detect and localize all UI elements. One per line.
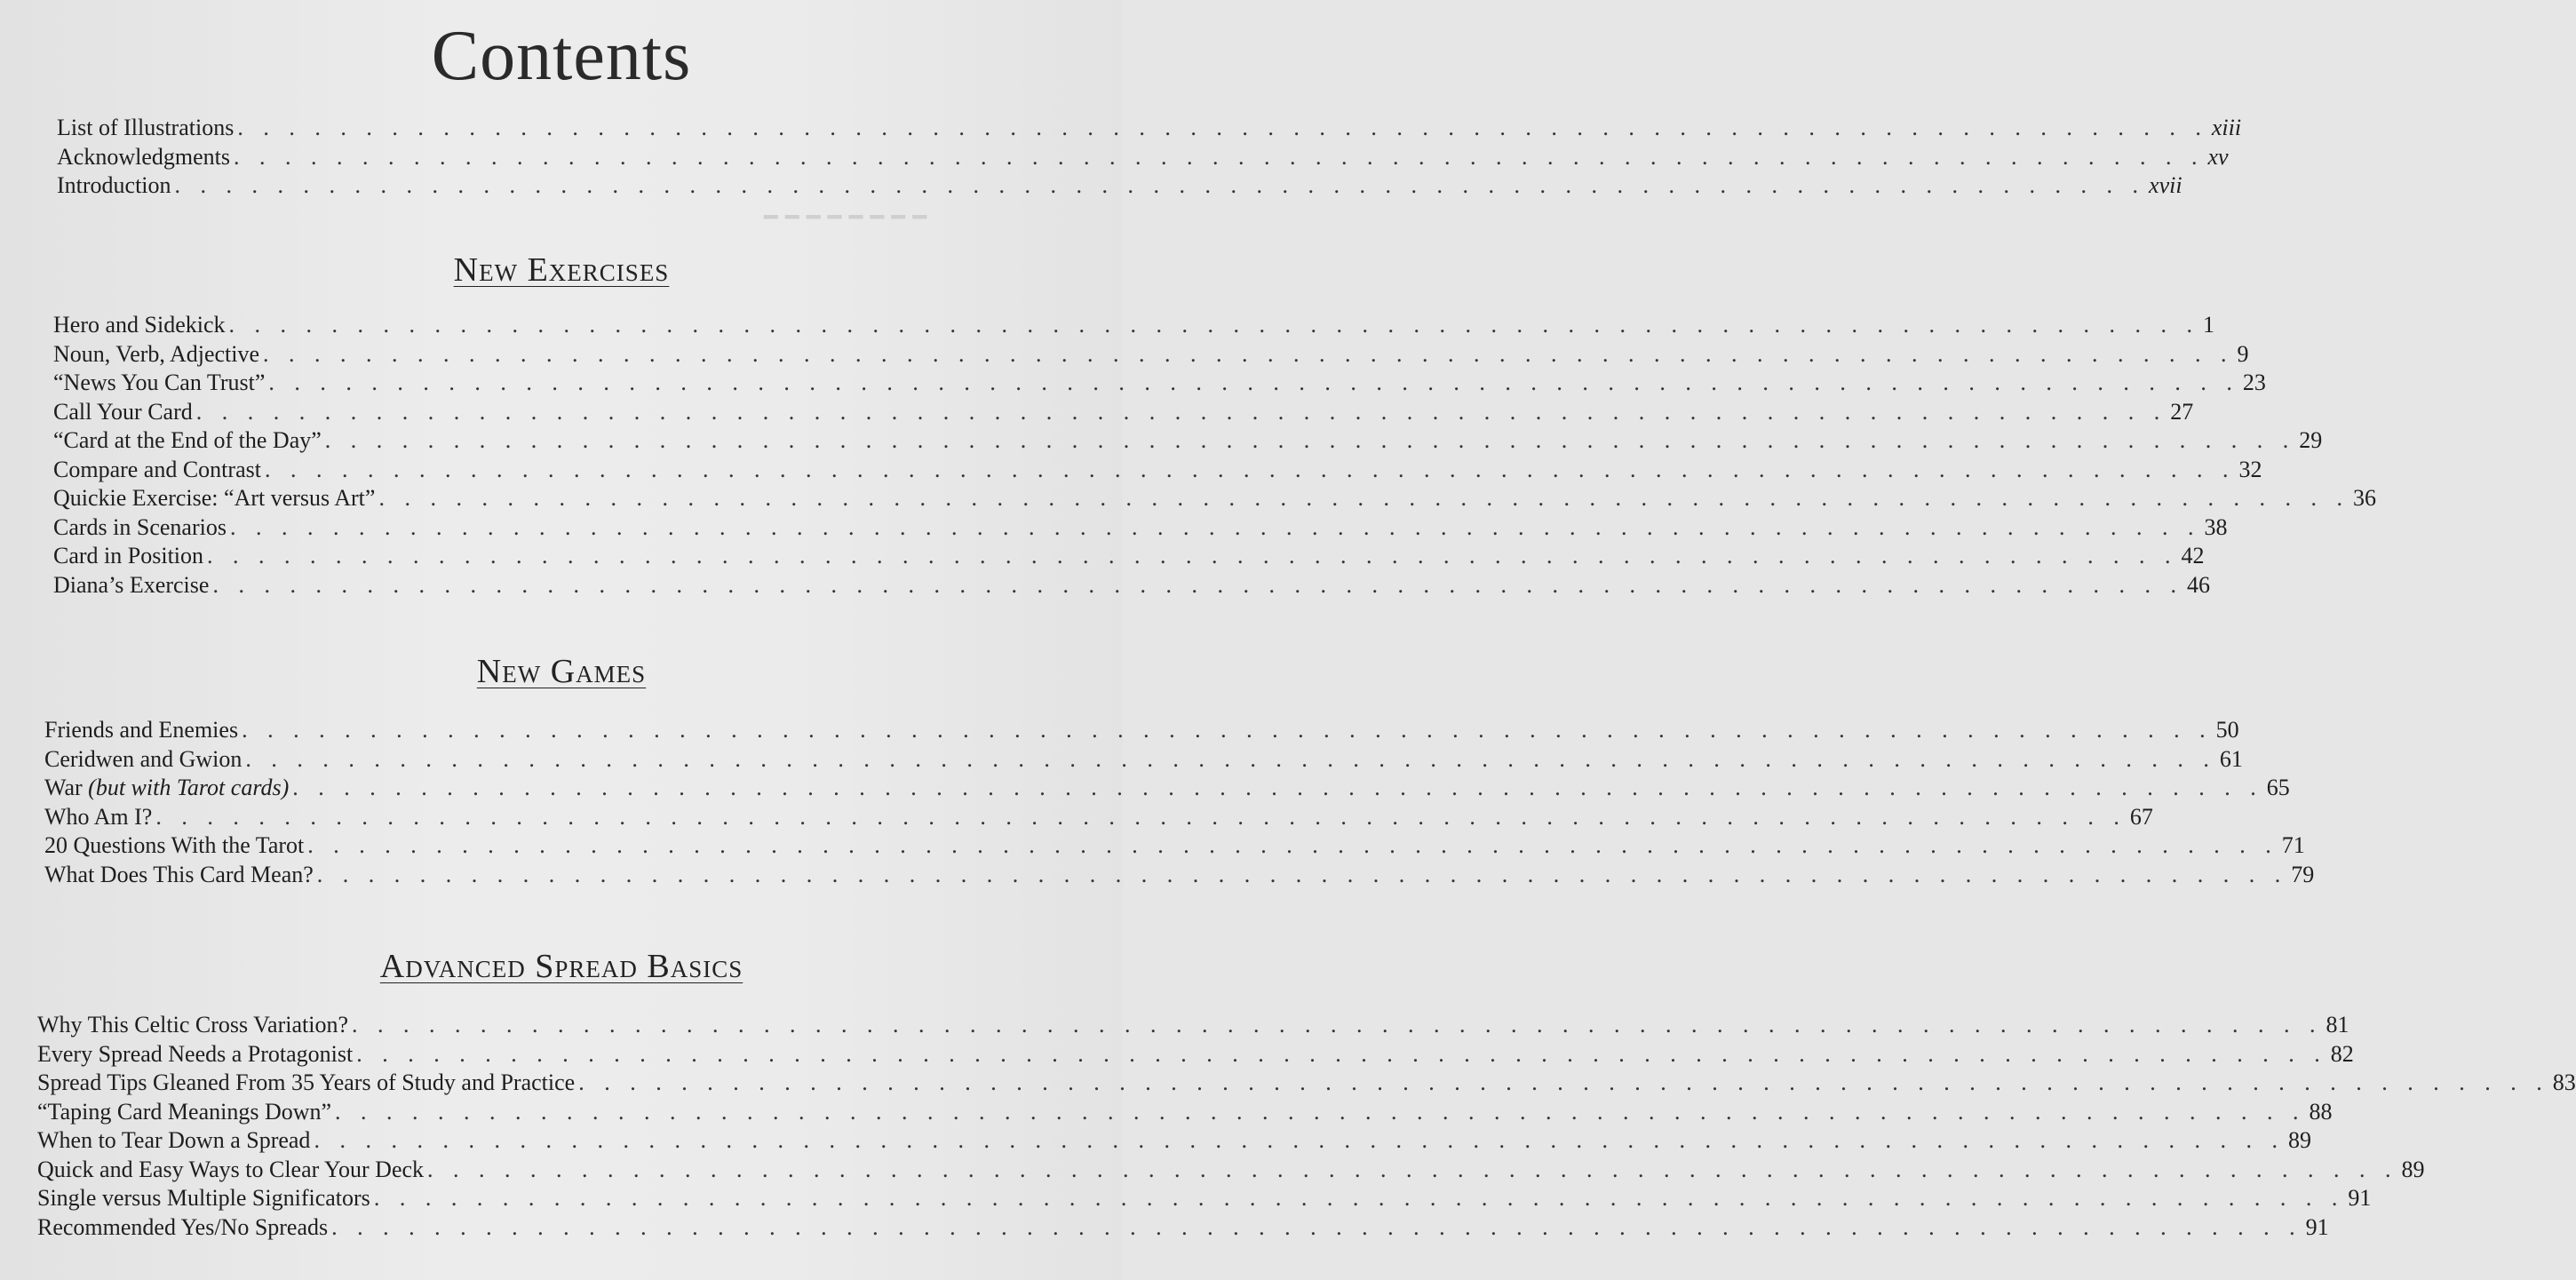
toc-entry[interactable] xyxy=(57,171,2182,201)
toc-entry-title: List of Illustrations xyxy=(57,115,235,140)
toc-entry-title-main: War xyxy=(44,775,83,800)
leader-dots: . . . . . . . . . . . . . . . . . . . . . . . . . . . . . . . . . . . . . . . . . . . . . . . . . . . . . . . . . . . . . . . . . . . . . . . . . . . . . xyxy=(237,115,2208,140)
front-matter-list xyxy=(57,114,2242,201)
leader-dots: . . . . . . . . . . . . . . . . . . . . . . . . . . . . . . . . . . . . . . . . . . . . . . . . . . . . . . . . . . . . . . . . . . . . . . . . . . . . . xyxy=(352,1012,2323,1038)
toc-entry-title: Quickie Exercise: “Art versus Art” xyxy=(53,485,376,511)
toc-entry-page: xiii xyxy=(2211,115,2242,140)
toc-entry-title: “News You Can Trust” xyxy=(53,370,266,395)
leader-dots: . . . . . . . . . . . . . . . . . . . . . . . . . . . . . . . . . . . . . . . . . . . . . . . . . . . . . . . . . . . . . . . . . . . . . . . . . . . . . xyxy=(242,717,2213,743)
leader-dots: . . . . . . . . . . . . . . . . . . . . . . . . . . . . . . . . . . . . . . . . . . . . . . . . . . . . . . . . . . . . . . . . . . . . . . . . . . . . . xyxy=(155,803,2127,830)
toc-entry-title: 20 Questions With the Tarot xyxy=(44,832,305,858)
leader-dots: . . . . . . . . . . . . . . . . . . . . . . . . . . . . . . . . . . . . . . . . . . . . . . . . . . . . . . . . . . . . . . . . . . . . . . . . . . . . . xyxy=(268,370,2239,395)
toc-entry-title: Single versus Multiple Significators xyxy=(37,1185,370,1211)
toc-entry-title: Quick and Easy Ways to Clear Your Deck xyxy=(37,1156,425,1182)
toc-entry-page: 65 xyxy=(2266,775,2290,800)
section-heading-text: Advanced Spread Basics xyxy=(379,948,743,985)
toc-entry[interactable] xyxy=(44,803,2153,832)
toc-entry[interactable] xyxy=(44,716,2239,745)
toc-entry-page: xv xyxy=(2207,143,2229,170)
section-heading-text: New Exercises xyxy=(453,251,670,289)
toc-entry-page: 89 xyxy=(2401,1156,2425,1182)
show-through-decoration: ━ ━ ━ ━ ━ ━ ━ ━ xyxy=(764,204,927,231)
toc-entry-page: 32 xyxy=(2238,456,2262,482)
toc-entry-page: 89 xyxy=(2287,1127,2311,1153)
toc-entry-page: 91 xyxy=(2305,1213,2329,1240)
leader-dots: . . . . . . . . . . . . . . . . . . . . . . . . . . . . . . . . . . . . . . . . . . . . . . . . . . . . . . . . . . . . . . . . . . . . . . . . . . . . . xyxy=(427,1156,2398,1182)
leader-dots: . . . . . . . . . . . . . . . . . . . . . . . . . . . . . . . . . . . . . . . . . . . . . . . . . . . . . . . . . . . . . . . . . . . . . . . . . . . . . xyxy=(307,832,2278,858)
toc-entry[interactable] xyxy=(37,1213,2329,1243)
toc-entry[interactable] xyxy=(37,1069,2576,1098)
page-title: Contents xyxy=(431,17,692,95)
toc-entry-title: Call Your Card xyxy=(53,398,193,425)
leader-dots: . . . . . . . . . . . . . . . . . . . . . . . . . . . . . . . . . . . . . . . . . . . . . . . . . . . . . . . . . . . . . . . . . . . . . . . . . . . . . xyxy=(378,485,2349,511)
toc-entry-title: Compare and Contrast xyxy=(53,456,261,482)
leader-dots: . . . . . . . . . . . . . . . . . . . . . . . . . . . . . . . . . . . . . . . . . . . . . . . . . . . . . . . . . . . . . . . . . . . . . . . . . . . . . xyxy=(233,143,2205,170)
section-heading xyxy=(0,652,1123,691)
toc-entry-title: Recommended Yes/No Spreads xyxy=(37,1213,329,1240)
leader-dots: . . . . . . . . . . . . . . . . . . . . . . . . . . . . . . . . . . . . . . . . . . . . . . . . . . . . . . . . . . . . . . . . . . . . . . . . . . . . . xyxy=(324,427,2296,453)
toc-entry[interactable] xyxy=(53,398,2194,427)
toc-entry-page: 82 xyxy=(2330,1040,2354,1067)
toc-entry-page: 79 xyxy=(2291,861,2315,887)
toc-entry[interactable] xyxy=(53,426,2323,456)
toc-entry[interactable] xyxy=(37,1156,2425,1185)
toc-entry[interactable] xyxy=(53,571,2210,600)
toc-entry-title: What Does This Card Mean? xyxy=(44,861,314,887)
leader-dots: . . . . . . . . . . . . . . . . . . . . . . . . . . . . . . . . . . . . . . . . . . . . . . . . . . . . . . . . . . . . . . . . . . . . . . . . . . . . . xyxy=(373,1185,2345,1211)
toc-entry-page: 42 xyxy=(2181,543,2205,568)
toc-entry-page: 46 xyxy=(2186,571,2210,598)
toc-entry[interactable] xyxy=(44,774,2290,803)
toc-entry-page: 71 xyxy=(2281,832,2305,858)
toc-entry-title: Ceridwen and Gwion xyxy=(44,745,242,772)
toc-entry-page: 29 xyxy=(2299,427,2323,453)
leader-dots: . . . . . . . . . . . . . . . . . . . . . . . . . . . . . . . . . . . . . . . . . . . . . . . . . . . . . . . . . . . . . . . . . . . . . . . . . . . . . xyxy=(356,1040,2327,1067)
toc-entry-title: Card in Position xyxy=(53,543,204,568)
leader-dots: . . . . . . . . . . . . . . . . . . . . . . . . . . . . . . . . . . . . . . . . . . . . . . . . . . . . . . . . . . . . . . . . . . . . . . . . . . . . . xyxy=(228,312,2200,338)
toc-entry-page: 83 xyxy=(2552,1069,2576,1095)
toc-entry[interactable] xyxy=(53,311,2215,340)
toc-entry[interactable] xyxy=(53,484,2376,513)
leader-dots: . . . . . . . . . . . . . . . . . . . . . . . . . . . . . . . . . . . . . . . . . . . . . . . . . . . . . . . . . . . . . . . . . . . . . . . . . . . . . xyxy=(245,745,2216,772)
toc-entry-page: 27 xyxy=(2170,398,2194,425)
toc-entry[interactable] xyxy=(53,369,2266,398)
toc-entry[interactable] xyxy=(57,114,2242,143)
toc-entry-title: Friends and Enemies xyxy=(44,717,239,743)
toc-entry-page: 1 xyxy=(2203,312,2215,338)
toc-entry-title: Diana’s Exercise xyxy=(53,571,210,598)
toc-entry-page: 88 xyxy=(2309,1098,2333,1125)
toc-entry-title: Cards in Scenarios xyxy=(53,513,227,540)
toc-entry[interactable] xyxy=(37,1040,2354,1069)
toc-entry[interactable] xyxy=(37,1126,2311,1156)
toc-entry-title: When to Tear Down a Spread xyxy=(37,1127,311,1153)
toc-entry-page: 36 xyxy=(2352,485,2376,511)
toc-entry[interactable] xyxy=(53,456,2262,485)
toc-entry[interactable] xyxy=(44,745,2243,775)
toc-entry-page: 50 xyxy=(2215,717,2239,743)
toc-entry-page: xvii xyxy=(2149,172,2182,198)
leader-dots: . . . . . . . . . . . . . . . . . . . . . . . . . . . . . . . . . . . . . . . . . . . . . . . . . . . . . . . . . . . . . . . . . . . . . . . . . . . . . xyxy=(316,861,2288,887)
toc-entry-page: 9 xyxy=(2237,340,2249,367)
leader-dots: . . . . . . . . . . . . . . . . . . . . . . . . . . . . . . . . . . . . . . . . . . . . . . . . . . . . . . . . . . . . . . . . . . . . . . . . . . . . . xyxy=(578,1069,2549,1095)
section-heading-text: New Games xyxy=(476,653,647,690)
leader-dots: . . . . . . . . . . . . . . . . . . . . . . . . . . . . . . . . . . . . . . . . . . . . . . . . . . . . . . . . . . . . . . . . . . . . . . . . . . . . . xyxy=(263,340,2234,367)
section-heading xyxy=(0,250,1123,290)
leader-dots: . . . . . . . . . . . . . . . . . . . . . . . . . . . . . . . . . . . . . . . . . . . . . . . . . . . . . . . . . . . . . . . . . . . . . . . . . . . . . xyxy=(314,1127,2285,1153)
leader-dots: . . . . . . . . . . . . . . . . . . . . . . . . . . . . . . . . . . . . . . . . . . . . . . . . . . . . . . . . . . . . . . . . . . . . . . . . . . . . . xyxy=(264,456,2236,482)
toc-entry-title: Acknowledgments xyxy=(57,143,230,170)
toc-entry-title: Spread Tips Gleaned From 35 Years of Study and Practice xyxy=(37,1069,576,1095)
leader-dots: . . . . . . . . . . . . . . . . . . . . . . . . . . . . . . . . . . . . . . . . . . . . . . . . . . . . . . . . . . . . . . . . . . . . . . . . . . . . . xyxy=(292,775,2263,800)
toc-entry-title: Why This Celtic Cross Variation? xyxy=(37,1012,348,1038)
toc-entry-title: Introduction xyxy=(57,172,171,198)
toc-entry-title: “Taping Card Meanings Down” xyxy=(37,1098,332,1125)
toc-entry-title-italic: (but with Tarot cards) xyxy=(88,775,290,800)
section-entry-list xyxy=(37,1011,2576,1242)
leader-dots: . . . . . . . . . . . . . . . . . . . . . . . . . . . . . . . . . . . . . . . . . . . . . . . . . . . . . . . . . . . . . . . . . . . . . . . . . . . . . xyxy=(195,398,2167,425)
toc-entry[interactable] xyxy=(53,513,2228,543)
toc-entry-title: “Card at the End of the Day” xyxy=(53,427,322,453)
leader-dots: . . . . . . . . . . . . . . . . . . . . . . . . . . . . . . . . . . . . . . . . . . . . . . . . . . . . . . . . . . . . . . . . . . . . . . . . . . . . . xyxy=(174,172,2146,198)
toc-entry[interactable] xyxy=(53,542,2205,571)
toc-entry-title: Noun, Verb, Adjective xyxy=(53,340,260,367)
toc-entry[interactable] xyxy=(53,340,2249,370)
toc-entry[interactable] xyxy=(37,1098,2333,1127)
toc-entry-page: 61 xyxy=(2219,745,2243,772)
toc-entry-page: 67 xyxy=(2129,803,2153,830)
toc-entry[interactable] xyxy=(37,1011,2349,1040)
toc-entry-title: Every Spread Needs a Protagonist xyxy=(37,1040,354,1067)
section-entry-list xyxy=(53,311,2376,600)
toc-entry[interactable] xyxy=(44,831,2305,861)
leader-dots: . . . . . . . . . . . . . . . . . . . . . . . . . . . . . . . . . . . . . . . . . . . . . . . . . . . . . . . . . . . . . . . . . . . . . . . . . . . . . xyxy=(207,543,2178,568)
toc-entry-title: Hero and Sidekick xyxy=(53,312,226,338)
toc-entry-page: 38 xyxy=(2204,513,2228,540)
toc-entry[interactable] xyxy=(37,1184,2372,1213)
leader-dots: . . . . . . . . . . . . . . . . . . . . . . . . . . . . . . . . . . . . . . . . . . . . . . . . . . . . . . . . . . . . . . . . . . . . . . . . . . . . . xyxy=(229,513,2201,540)
toc-entry-title xyxy=(44,774,289,803)
toc-entry-page: 81 xyxy=(2326,1012,2349,1038)
section-heading xyxy=(0,947,1123,986)
toc-entry[interactable] xyxy=(57,143,2229,172)
leader-dots: . . . . . . . . . . . . . . . . . . . . . . . . . . . . . . . . . . . . . . . . . . . . . . . . . . . . . . . . . . . . . . . . . . . . . . . . . . . . . xyxy=(335,1098,2306,1125)
toc-entry-page: 23 xyxy=(2242,370,2266,395)
toc-entry-page: 91 xyxy=(2348,1185,2372,1211)
toc-entry[interactable] xyxy=(44,861,2315,890)
leader-dots: . . . . . . . . . . . . . . . . . . . . . . . . . . . . . . . . . . . . . . . . . . . . . . . . . . . . . . . . . . . . . . . . . . . . . . . . . . . . . xyxy=(331,1213,2302,1240)
leader-dots: . . . . . . . . . . . . . . . . . . . . . . . . . . . . . . . . . . . . . . . . . . . . . . . . . . . . . . . . . . . . . . . . . . . . . . . . . . . . . xyxy=(212,571,2183,598)
section-entry-list xyxy=(44,716,2315,889)
toc-entry-title: Who Am I? xyxy=(44,803,153,830)
